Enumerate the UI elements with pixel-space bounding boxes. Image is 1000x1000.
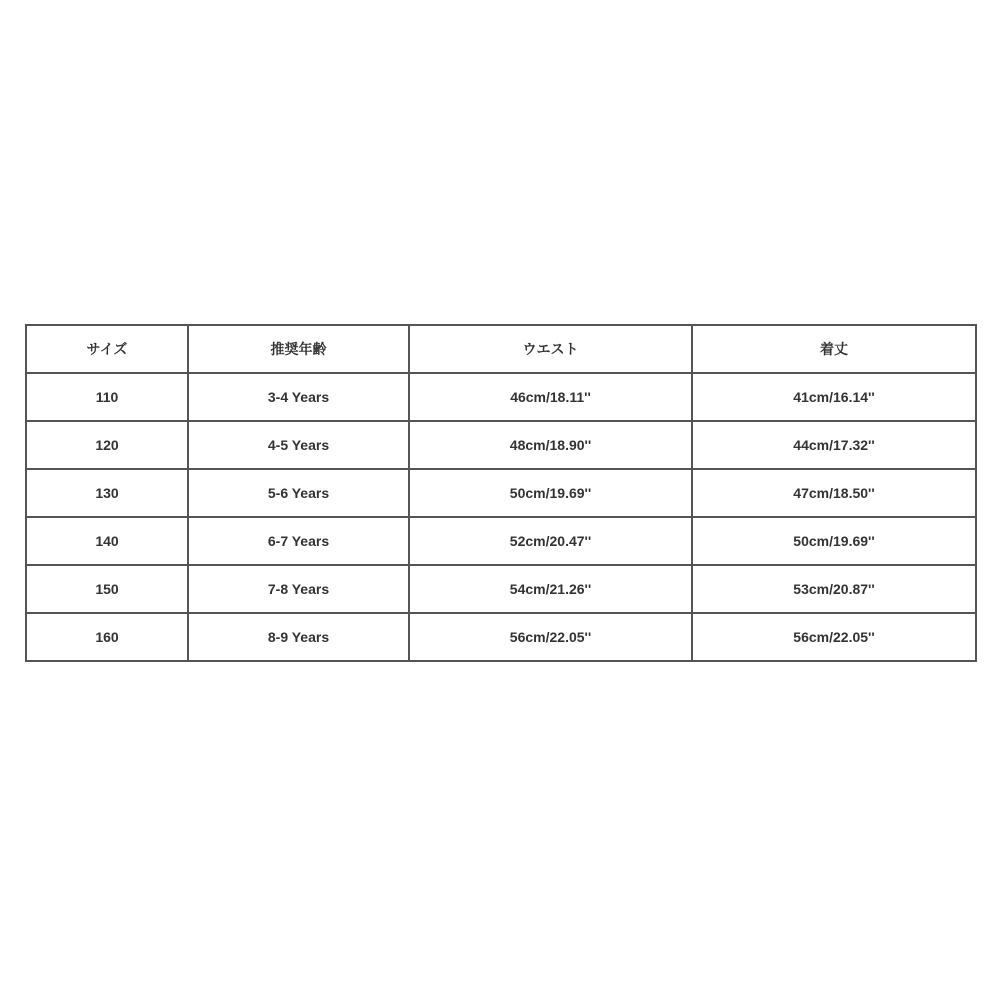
cell-size: 150 <box>26 565 188 613</box>
header-size: サイズ <box>26 325 188 373</box>
header-recommended-age: 推奨年齢 <box>188 325 409 373</box>
cell-length: 50cm/19.69'' <box>692 517 976 565</box>
table-row <box>26 373 976 421</box>
cell-length: 41cm/16.14'' <box>692 373 976 421</box>
cell-age: 4-5 Years <box>188 421 409 469</box>
cell-age: 8-9 Years <box>188 613 409 661</box>
table-row <box>26 613 976 661</box>
cell-size: 130 <box>26 469 188 517</box>
cell-length: 44cm/17.32'' <box>692 421 976 469</box>
cell-age: 7-8 Years <box>188 565 409 613</box>
header-length: 着丈 <box>692 325 976 373</box>
cell-length: 53cm/20.87'' <box>692 565 976 613</box>
table-row <box>26 517 976 565</box>
cell-size: 160 <box>26 613 188 661</box>
cell-waist: 50cm/19.69'' <box>409 469 692 517</box>
header-waist: ウエスト <box>409 325 692 373</box>
cell-size: 110 <box>26 373 188 421</box>
cell-age: 3-4 Years <box>188 373 409 421</box>
table-row <box>26 469 976 517</box>
cell-length: 47cm/18.50'' <box>692 469 976 517</box>
table-row <box>26 565 976 613</box>
cell-waist: 46cm/18.11'' <box>409 373 692 421</box>
cell-waist: 48cm/18.90'' <box>409 421 692 469</box>
cell-age: 5-6 Years <box>188 469 409 517</box>
cell-age: 6-7 Years <box>188 517 409 565</box>
table-header-row <box>26 325 976 373</box>
cell-size: 120 <box>26 421 188 469</box>
cell-length: 56cm/22.05'' <box>692 613 976 661</box>
cell-waist: 54cm/21.26'' <box>409 565 692 613</box>
table-row <box>26 421 976 469</box>
size-chart-table <box>25 324 977 662</box>
cell-waist: 52cm/20.47'' <box>409 517 692 565</box>
cell-waist: 56cm/22.05'' <box>409 613 692 661</box>
cell-size: 140 <box>26 517 188 565</box>
